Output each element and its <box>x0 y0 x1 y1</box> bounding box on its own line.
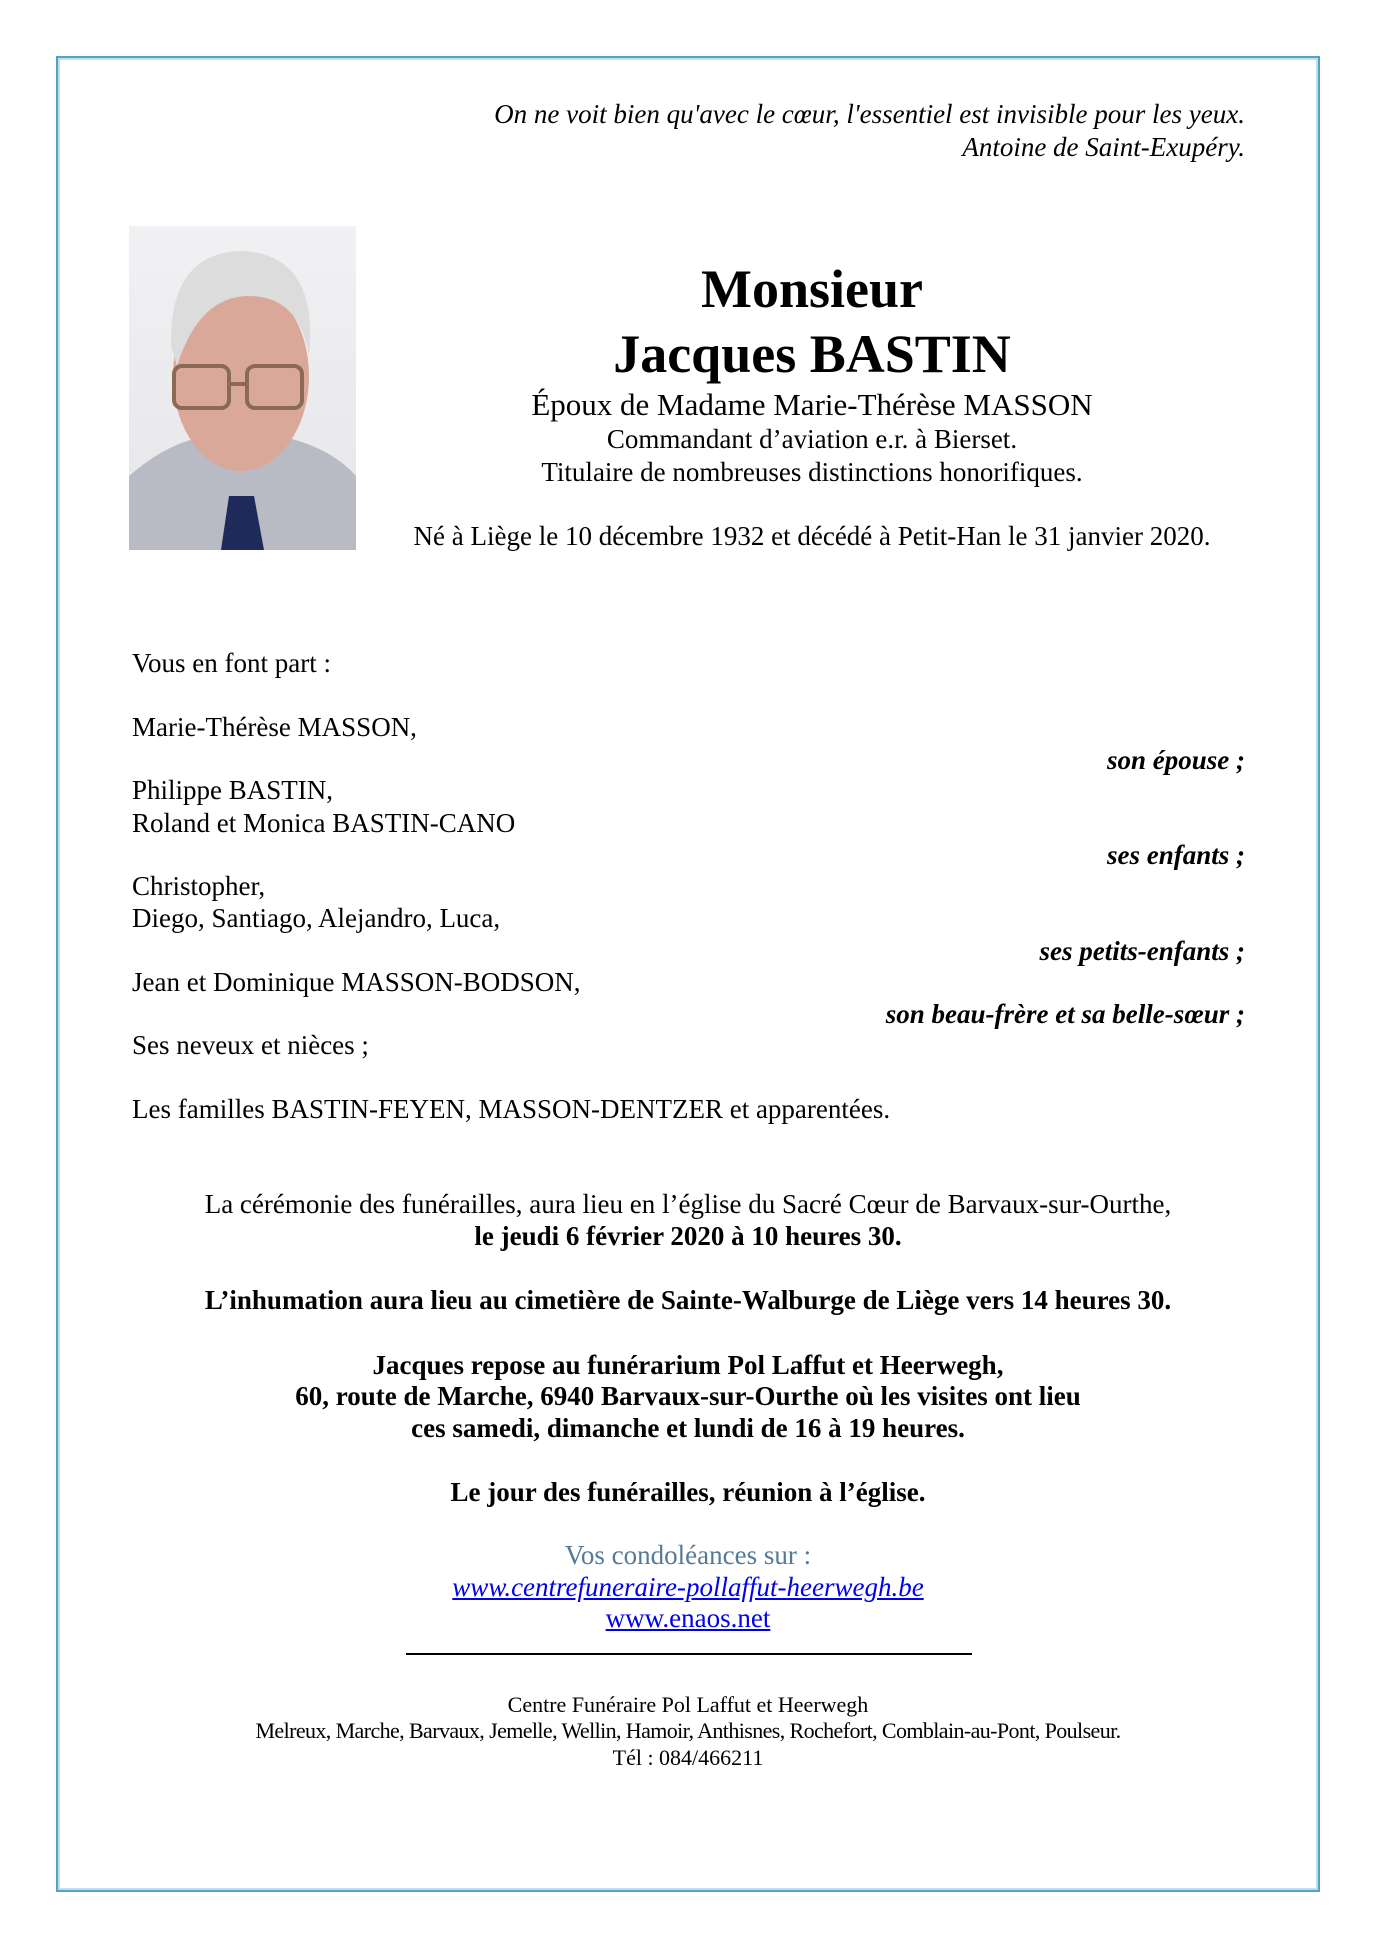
portrait-photo <box>129 226 356 550</box>
quote-text: On ne voit bien qu'avec le cœur, l'essentiel est invisible pour les yeux. <box>494 99 1245 129</box>
quote-author: Antoine de Saint-Exupéry. <box>962 132 1245 162</box>
nephews-line: Ses neveux et nièces ; <box>132 1030 369 1060</box>
families-line: Les familles BASTIN-FEYEN, MASSON-DENTZER et apparentées. <box>132 1094 891 1124</box>
deceased-name: Jacques BASTIN <box>613 324 1011 384</box>
enaos-link[interactable]: www.enaos.net <box>605 1603 771 1633</box>
funeral-center-link[interactable]: www.centrefuneraire-pollaffut-heerwegh.be <box>452 1572 924 1602</box>
intro: Vous en font part : <box>132 648 331 678</box>
family-relation: son beau-frère et sa belle-sœur ; <box>885 999 1245 1029</box>
footer-company: Centre Funéraire Pol Laffut et Heerwegh <box>507 1692 869 1717</box>
role-line: Commandant d’aviation e.r. à Bierset. <box>606 424 1018 454</box>
condolences-label: Vos condoléances sur : <box>564 1540 812 1570</box>
honors-line: Titulaire de nombreuses distinctions honorifiques. <box>541 457 1083 487</box>
rest-line-1: Jacques repose au funérarium Pol Laffut et Heerwegh, <box>372 1350 1004 1380</box>
family-name: Jean et Dominique MASSON-BODSON, <box>132 967 581 997</box>
dates-line: Né à Liège le 10 décembre 1932 et décédé à Petit-Han le 31 janvier 2020. <box>413 521 1211 551</box>
divider <box>406 1653 972 1655</box>
footer-phone: Tél : 084/466211 <box>612 1745 764 1770</box>
family-name: Marie-Thérèse MASSON, <box>132 712 417 742</box>
family-relation: ses petits-enfants ; <box>1039 936 1245 966</box>
family-name: Philippe BASTIN, <box>132 775 334 805</box>
meeting-line: Le jour des funérailles, réunion à l’église. <box>450 1477 926 1507</box>
title: Monsieur <box>701 259 923 319</box>
family-name: Roland et Monica BASTIN-CANO <box>132 808 516 838</box>
footer-locations: Melreux, Marche, Barvaux, Jemelle, Wellin, Hamoir, Anthisnes, Rochefort, Comblain-au-Pont, Poulseur. <box>255 1718 1121 1743</box>
ceremony-date: le jeudi 6 février 2020 à 10 heures 30. <box>474 1221 902 1251</box>
family-name: Diego, Santiago, Alejandro, Luca, <box>132 903 501 933</box>
spouse-line: Époux de Madame Marie-Thérèse MASSON <box>531 387 1093 422</box>
ceremony-line: La cérémonie des funérailles, aura lieu en l’église du Sacré Cœur de Barvaux-sur-Ourthe, <box>204 1189 1172 1219</box>
rest-line-2: 60, route de Marche, 6940 Barvaux-sur-Ourthe où les visites ont lieu <box>295 1381 1081 1411</box>
rest-line-3: ces samedi, dimanche et lundi de 16 à 19 heures. <box>411 1413 965 1443</box>
family-relation: son épouse ; <box>1106 745 1245 775</box>
family-name: Christopher, <box>132 871 266 901</box>
burial-line: L’inhumation aura lieu au cimetière de Sainte-Walburge de Liège vers 14 heures 30. <box>204 1285 1172 1315</box>
family-relation: ses enfants ; <box>1106 840 1245 870</box>
